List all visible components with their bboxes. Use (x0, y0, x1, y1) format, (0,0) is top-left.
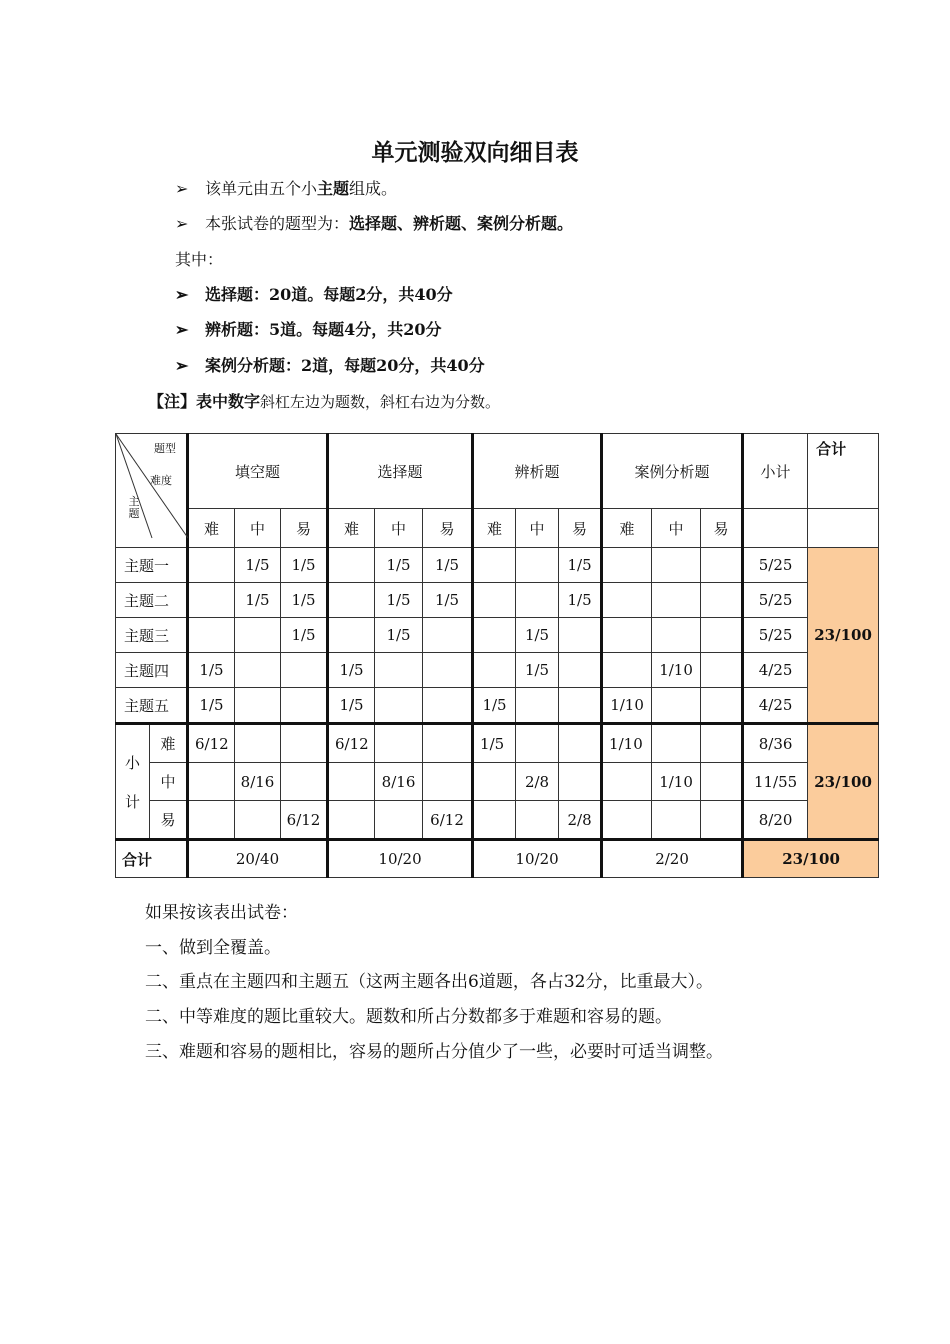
two-way-spec-table (115, 433, 879, 878)
text: 选择题：20道。每题2分，共40分 (205, 285, 453, 304)
value-cell (602, 618, 652, 653)
subtotal-cell: 4/25 (743, 653, 808, 688)
value-cell: 6/12 (281, 801, 328, 840)
grand-total-cell: 23/100 (743, 840, 879, 878)
empty-cell (743, 509, 808, 548)
type-header: 选择题 (328, 434, 473, 509)
value-cell (188, 801, 235, 840)
value-cell (235, 724, 281, 763)
value-cell: 1/5 (516, 618, 559, 653)
value-cell (701, 653, 743, 688)
value-cell: 1/5 (188, 653, 235, 688)
value-cell (328, 801, 375, 840)
value-cell: 1/5 (328, 688, 375, 724)
bullet-line-1 (175, 176, 397, 199)
value-cell (328, 583, 375, 618)
value-cell (559, 653, 602, 688)
value-cell (328, 618, 375, 653)
value-cell (281, 763, 328, 801)
value-cell (423, 618, 473, 653)
type-total-cell: 20/40 (188, 840, 328, 878)
value-cell (235, 618, 281, 653)
value-cell: 1/5 (235, 548, 281, 583)
level-header: 易 (423, 509, 473, 548)
label-char: 计 (124, 792, 140, 811)
value-cell (701, 724, 743, 763)
value-cell: 8/16 (235, 763, 281, 801)
value-cell (516, 583, 559, 618)
value-cell (281, 688, 328, 724)
level-header: 易 (701, 509, 743, 548)
total-row-label: 合计 (116, 840, 188, 878)
text: 该单元由五个小 (205, 179, 318, 198)
bullet-line-3 (175, 282, 453, 305)
value-cell (423, 724, 473, 763)
subtotal-cell: 4/25 (743, 688, 808, 724)
value-cell (652, 688, 701, 724)
value-cell (473, 653, 516, 688)
value-cell: 1/5 (473, 688, 516, 724)
value-cell (328, 548, 375, 583)
note-line (148, 389, 500, 412)
value-cell (602, 801, 652, 840)
level-header: 难 (473, 509, 516, 548)
corner-topic-label: 主题 (128, 495, 140, 520)
subtotal-cell: 5/25 (743, 548, 808, 583)
type-header: 填空题 (188, 434, 328, 509)
value-cell: 2/8 (516, 763, 559, 801)
value-cell (701, 548, 743, 583)
value-cell: 1/5 (281, 618, 328, 653)
value-cell: 1/5 (375, 618, 423, 653)
value-cell (235, 688, 281, 724)
note-text: 斜杠左边为题数，斜杠右边为分数。 (260, 393, 501, 411)
level-label: 难 (150, 724, 188, 763)
value-cell (652, 548, 701, 583)
conclusion-lead: 如果按该表出试卷： (145, 903, 298, 923)
page-title: 单元测验双向细目表 (371, 140, 579, 166)
value-cell: 1/5 (188, 688, 235, 724)
value-cell (652, 583, 701, 618)
value-cell: 1/5 (423, 583, 473, 618)
value-cell (516, 548, 559, 583)
value-cell (235, 801, 281, 840)
topics-total-cell: 23/100 (808, 548, 879, 724)
text: 案例分析题：2道，每题20分，共40分 (205, 356, 485, 375)
level-header: 难 (188, 509, 235, 548)
value-cell: 6/12 (188, 724, 235, 763)
value-cell (701, 763, 743, 801)
value-cell (516, 724, 559, 763)
table-row (116, 763, 879, 801)
value-cell (473, 801, 516, 840)
value-cell: 1/5 (235, 583, 281, 618)
value-cell (516, 688, 559, 724)
table-row (116, 724, 879, 763)
value-cell (473, 618, 516, 653)
corner-cell (116, 434, 188, 548)
value-cell: 1/10 (652, 763, 701, 801)
subtotal-cell: 5/25 (743, 618, 808, 653)
value-cell (602, 548, 652, 583)
value-cell (652, 724, 701, 763)
level-header: 中 (516, 509, 559, 548)
corner-type-label: 题型 (154, 442, 176, 455)
topic-name: 主题一 (116, 548, 188, 583)
table-row (116, 653, 879, 688)
value-cell (328, 763, 375, 801)
total-row (116, 840, 879, 878)
value-cell (701, 618, 743, 653)
value-cell: 1/5 (423, 548, 473, 583)
value-cell (602, 763, 652, 801)
bullet-line-4 (175, 317, 442, 340)
value-cell (652, 801, 701, 840)
value-cell (602, 583, 652, 618)
level-label: 中 (150, 763, 188, 801)
table-row (116, 688, 879, 724)
type-header: 案例分析题 (602, 434, 743, 509)
value-cell (375, 801, 423, 840)
table-row (116, 801, 879, 840)
level-header: 易 (559, 509, 602, 548)
table-row (116, 583, 879, 618)
value-cell (559, 724, 602, 763)
subtotal-cell: 5/25 (743, 583, 808, 618)
subtotal-header: 小计 (743, 434, 808, 509)
value-cell (473, 583, 516, 618)
table-row (116, 618, 879, 653)
value-cell: 1/5 (473, 724, 516, 763)
value-cell: 1/5 (559, 583, 602, 618)
value-cell (375, 688, 423, 724)
level-label: 易 (150, 801, 188, 840)
topic-name: 主题四 (116, 653, 188, 688)
subtotal-cell: 8/36 (743, 724, 808, 763)
value-cell: 6/12 (328, 724, 375, 763)
value-cell (188, 583, 235, 618)
value-cell: 1/5 (559, 548, 602, 583)
level-header: 中 (652, 509, 701, 548)
value-cell (701, 688, 743, 724)
value-cell (652, 618, 701, 653)
arrow-bullet-icon: ➢ (175, 356, 189, 375)
conclusion-point: 一、做到全覆盖。 (145, 938, 281, 958)
empty-cell (808, 509, 879, 548)
arrow-bullet-icon: ➢ (175, 214, 189, 233)
value-cell (473, 763, 516, 801)
value-cell: 1/5 (375, 583, 423, 618)
total-header: 合计 (808, 434, 879, 509)
text-bold: 选择题、辨析题、案例分析题。 (349, 214, 574, 233)
note-bold: 【注】表中数字 (148, 392, 261, 411)
type-total-cell: 10/20 (328, 840, 473, 878)
arrow-bullet-icon: ➢ (175, 320, 189, 339)
text: 本张试卷的题型为： (205, 214, 350, 233)
arrow-bullet-icon: ➢ (175, 285, 189, 304)
value-cell (375, 653, 423, 688)
value-cell: 1/10 (652, 653, 701, 688)
text-bold: 主题 (317, 179, 350, 198)
subtotal-cell: 8/20 (743, 801, 808, 840)
value-cell: 1/5 (516, 653, 559, 688)
value-cell (473, 548, 516, 583)
value-cell (188, 618, 235, 653)
value-cell (701, 583, 743, 618)
value-cell: 1/10 (602, 688, 652, 724)
bullet-line-5 (175, 353, 485, 376)
value-cell: 1/5 (328, 653, 375, 688)
difficulty-total-cell: 23/100 (808, 724, 879, 840)
value-cell: 6/12 (423, 801, 473, 840)
value-cell (516, 801, 559, 840)
value-cell: 1/5 (281, 583, 328, 618)
topic-name: 主题三 (116, 618, 188, 653)
value-cell: 1/5 (281, 548, 328, 583)
among-label: 其中： (175, 250, 224, 269)
value-cell (559, 688, 602, 724)
text: 辨析题：5道。每题4分，共20分 (205, 320, 442, 339)
value-cell (559, 618, 602, 653)
type-total-cell: 2/20 (602, 840, 743, 878)
conclusion-point: 二、中等难度的题比重较大。题数和所占分数都多于难题和容易的题。 (145, 1007, 672, 1027)
conclusion-point: 二、重点在主题四和主题五（这两主题各出6道题，各占32分，比重最大）。 (145, 972, 713, 992)
topic-name: 主题五 (116, 688, 188, 724)
value-cell: 1/5 (375, 548, 423, 583)
text: 组成。 (349, 179, 398, 198)
subtotal-cell: 11/55 (743, 763, 808, 801)
value-cell (281, 653, 328, 688)
type-header: 辨析题 (473, 434, 602, 509)
value-cell (423, 763, 473, 801)
arrow-bullet-icon: ➢ (175, 179, 189, 198)
corner-difficulty-label: 难度 (150, 474, 172, 487)
subtotal-row-label (116, 724, 150, 840)
value-cell (235, 653, 281, 688)
table-row (116, 548, 879, 583)
level-header: 易 (281, 509, 328, 548)
type-total-cell: 10/20 (473, 840, 602, 878)
value-cell (188, 763, 235, 801)
value-cell (188, 548, 235, 583)
value-cell (375, 724, 423, 763)
value-cell (701, 801, 743, 840)
level-header: 难 (328, 509, 375, 548)
level-header: 中 (235, 509, 281, 548)
value-cell: 2/8 (559, 801, 602, 840)
label-char: 小 (124, 753, 140, 772)
value-cell (423, 653, 473, 688)
value-cell (423, 688, 473, 724)
topic-name: 主题二 (116, 583, 188, 618)
value-cell (602, 653, 652, 688)
bullet-line-2 (175, 211, 573, 234)
conclusion-point: 三、难题和容易的题相比，容易的题所占分值少了一些，必要时可适当调整。 (145, 1042, 723, 1062)
level-header: 难 (602, 509, 652, 548)
value-cell: 8/16 (375, 763, 423, 801)
value-cell (281, 724, 328, 763)
value-cell: 1/10 (602, 724, 652, 763)
value-cell (559, 763, 602, 801)
level-header: 中 (375, 509, 423, 548)
